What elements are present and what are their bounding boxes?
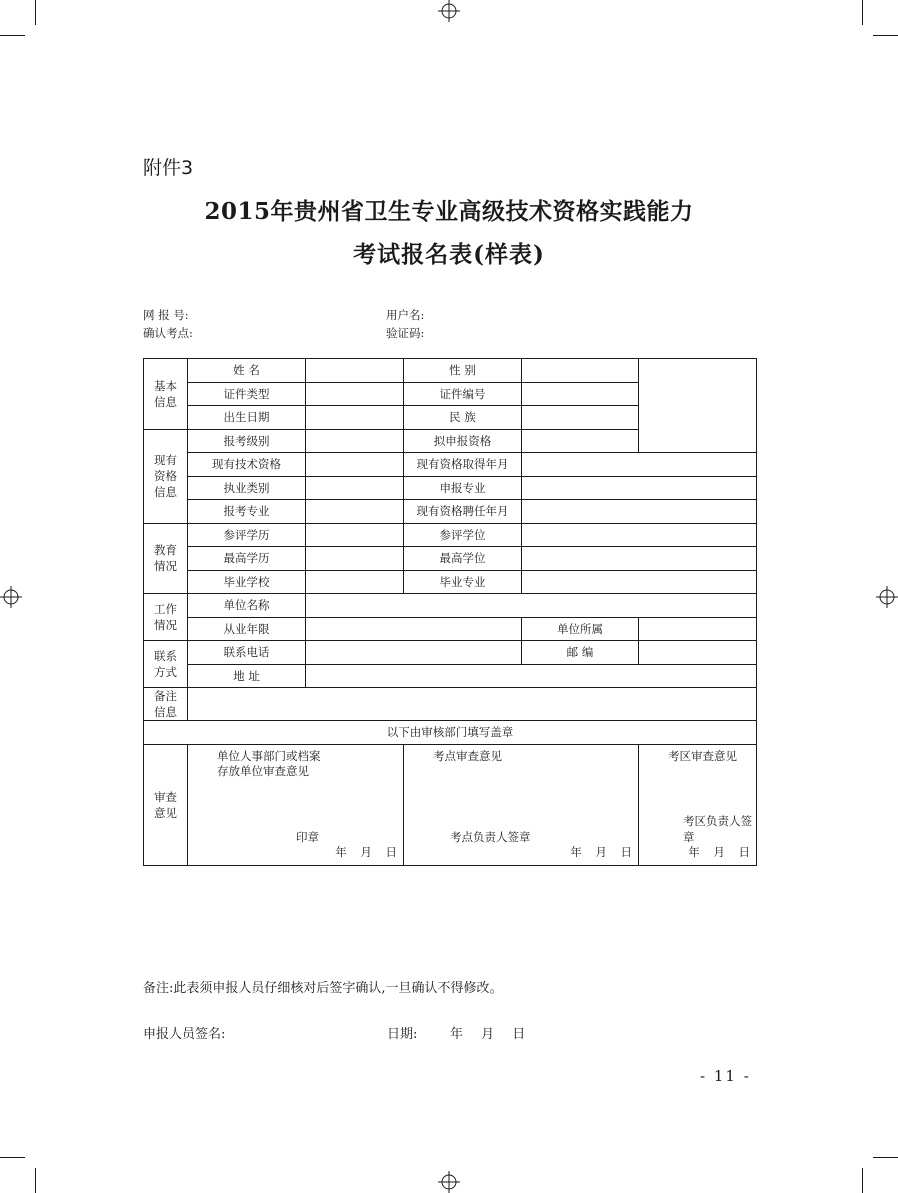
- top-degree-label: 最高学位: [404, 547, 522, 571]
- postcode-value[interactable]: [639, 641, 757, 665]
- crop-mark: [35, 0, 36, 25]
- annex-label: 附件3: [143, 157, 194, 179]
- crop-mark: [0, 35, 25, 36]
- page-title: 2015年贵州省卫生专业高级技术资格实践能力: [204, 198, 694, 225]
- id-type-value[interactable]: [306, 382, 404, 406]
- district-review-cell[interactable]: [639, 744, 757, 865]
- unit-seal-label: 印章: [296, 829, 319, 844]
- site-review-cell[interactable]: [404, 744, 639, 865]
- school-value[interactable]: [306, 570, 404, 594]
- site-signer-label: 考点负责人签章: [450, 829, 531, 844]
- registration-mark-icon: [0, 586, 22, 608]
- phone-value[interactable]: [306, 641, 522, 665]
- registration-mark-icon: [876, 586, 898, 608]
- unit-review-title-1: 单位人事部门或档案: [217, 748, 321, 763]
- apply-major-label: 申报专业: [404, 476, 522, 500]
- name-value[interactable]: [306, 359, 404, 383]
- date-blank: 年 月 日: [450, 1027, 526, 1042]
- address-value[interactable]: [306, 664, 757, 688]
- phone-label: 联系电话: [188, 641, 306, 665]
- section-review: 审查 意见: [144, 744, 188, 865]
- practice-type-value[interactable]: [306, 476, 404, 500]
- district-signer-label: 考区负责人签章: [683, 813, 752, 844]
- employer-label: 单位名称: [188, 594, 306, 618]
- eval-degree-label: 参评学位: [404, 523, 522, 547]
- qual-date-value[interactable]: [522, 453, 757, 477]
- top-edu-label: 最高学历: [188, 547, 306, 571]
- id-type-label: 证件类型: [188, 382, 306, 406]
- date-label: 日期:: [387, 1027, 418, 1042]
- crop-mark: [862, 0, 863, 25]
- top-degree-value[interactable]: [522, 547, 757, 571]
- exam-major-label: 报考专业: [188, 500, 306, 524]
- section-contact: 联系 方式: [144, 641, 188, 688]
- eval-edu-label: 参评学历: [188, 523, 306, 547]
- school-label: 毕业学校: [188, 570, 306, 594]
- id-no-label: 证件编号: [404, 382, 522, 406]
- current-qual-label: 现有技术资格: [188, 453, 306, 477]
- crop-mark: [873, 35, 898, 36]
- hire-date-label: 现有资格聘任年月: [404, 500, 522, 524]
- exam-site-label: 确认考点:: [143, 326, 193, 340]
- applicant-sign-label: 申报人员签名:: [143, 1027, 226, 1042]
- apply-qual-label: 拟申报资格: [404, 429, 522, 453]
- postcode-label: 邮 编: [522, 641, 639, 665]
- remarks-value[interactable]: [188, 688, 757, 721]
- current-qual-value[interactable]: [306, 453, 404, 477]
- grad-major-value[interactable]: [522, 570, 757, 594]
- section-basic: 基本 信息: [144, 359, 188, 430]
- unit-review-title-2: 存放单位审查意见: [217, 763, 309, 778]
- section-remarks: 备注 信息: [144, 688, 188, 721]
- note-text: 备注:此表须申报人员仔细核对后签字确认,一旦确认不得修改。: [143, 981, 503, 996]
- gender-value[interactable]: [522, 359, 639, 383]
- years-value[interactable]: [306, 617, 522, 641]
- crop-mark: [862, 1168, 863, 1193]
- unit-review-date: 年 月 日: [335, 844, 397, 859]
- birth-label: 出生日期: [188, 406, 306, 430]
- years-label: 从业年限: [188, 617, 306, 641]
- affiliation-label: 单位所属: [522, 617, 639, 641]
- section-work: 工作 情况: [144, 594, 188, 641]
- crop-mark: [35, 1168, 36, 1193]
- exam-level-value[interactable]: [306, 429, 404, 453]
- unit-review-cell[interactable]: [188, 744, 404, 865]
- apply-qual-value[interactable]: [522, 429, 639, 453]
- section-education: 教育 情况: [144, 523, 188, 594]
- district-review-date: 年 月 日: [688, 844, 750, 859]
- district-review-title: 考区审查意见: [668, 748, 737, 763]
- crop-mark: [0, 1157, 25, 1158]
- id-no-value[interactable]: [522, 382, 639, 406]
- eval-degree-value[interactable]: [522, 523, 757, 547]
- exam-level-label: 报考级别: [188, 429, 306, 453]
- name-label: 姓 名: [188, 359, 306, 383]
- site-review-date: 年 月 日: [570, 844, 632, 859]
- affiliation-value[interactable]: [639, 617, 757, 641]
- web-no-label: 网 报 号:: [143, 308, 189, 322]
- ethnicity-value[interactable]: [522, 406, 639, 430]
- section-qualification: 现有 资格 信息: [144, 429, 188, 523]
- registration-form-table: [143, 358, 757, 866]
- username-label: 用户名:: [386, 308, 425, 322]
- birth-value[interactable]: [306, 406, 404, 430]
- crop-mark: [873, 1157, 898, 1158]
- grad-major-label: 毕业专业: [404, 570, 522, 594]
- captcha-label: 验证码:: [386, 326, 425, 340]
- photo-box[interactable]: [639, 359, 757, 453]
- qual-date-label: 现有资格取得年月: [404, 453, 522, 477]
- exam-major-value[interactable]: [306, 500, 404, 524]
- registration-mark-icon: [438, 0, 460, 22]
- gender-label: 性 别: [404, 359, 522, 383]
- site-review-title: 考点审查意见: [433, 748, 502, 763]
- address-label: 地 址: [188, 664, 306, 688]
- review-header: 以下由审核部门填写盖章: [144, 721, 757, 745]
- page-number: - 11 -: [700, 1067, 751, 1085]
- practice-type-label: 执业类别: [188, 476, 306, 500]
- apply-major-value[interactable]: [522, 476, 757, 500]
- employer-value[interactable]: [306, 594, 757, 618]
- top-edu-value[interactable]: [306, 547, 404, 571]
- ethnicity-label: 民 族: [404, 406, 522, 430]
- page-subtitle: 考试报名表(样表): [353, 241, 545, 268]
- registration-mark-icon: [438, 1171, 460, 1193]
- hire-date-value[interactable]: [522, 500, 757, 524]
- eval-edu-value[interactable]: [306, 523, 404, 547]
